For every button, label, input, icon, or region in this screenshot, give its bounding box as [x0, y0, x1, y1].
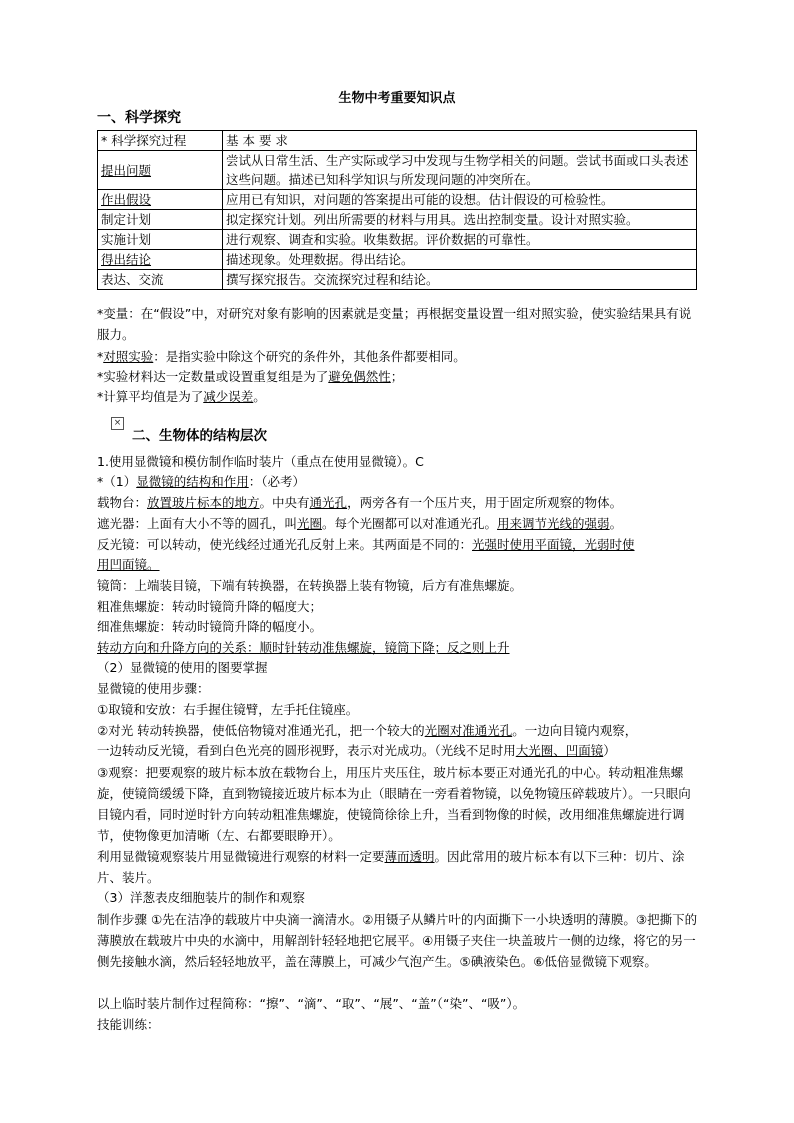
term-avoid-chance: 避免偶然性	[328, 369, 391, 384]
table-header-row	[98, 131, 697, 151]
mirror-description	[97, 535, 635, 554]
table-cell-step	[98, 190, 223, 210]
table-cell-requirement: 拟定探究计划。列出所需要的材料与用具。选出控制变量。设计对照实验。	[223, 210, 697, 230]
table-cell-step	[98, 250, 223, 270]
onion-slide-steps: 制作步骤 ①先在洁净的载玻片中央滴一滴清水。②用镊子从鳞片叶的内面撕下一小块透明的薄膜。③把撕下的薄膜放在载玻片中央的水滴中，用解剖针轻轻地把它展平。④用镊子夹住一块盖玻片一侧的边缘，将它的另一侧先接触水滴，然后轻轻地放平，盖在薄膜上，可减少气泡产生。⑤碘液染色。⑥低倍显微镜下观察。	[97, 912, 698, 969]
rotation-relation	[97, 638, 510, 657]
note-control-experiment: *对照实验：是指实验中除这个研究的条件外，其他条件都要相同。	[97, 349, 466, 364]
table-row	[98, 230, 697, 250]
term-underlined: 通光孔	[309, 495, 348, 510]
text-span: 。一边向目镜内观察，	[512, 723, 638, 738]
tube-description: 镜筒：上端装目镜，下端有转换器，在转换器上装有物镜，后方有准焦螺旋。	[97, 578, 523, 593]
term-underlined: 用凹面镜。	[97, 557, 160, 572]
text-span: ，两旁各有一个压片夹，用于固定所观察的物体。	[347, 495, 623, 510]
inquiry-table	[97, 130, 697, 290]
table-cell-requirement: 应用已有知识，对问题的答案提出可能的设想。估计假设的可检验性。	[223, 190, 697, 210]
step-observe: ③观察：把要观察的玻片标本放在载物台上，用压片夹压住，玻片标本要正对通光孔的中心。转动粗准焦螺旋，使镜筒缓缓下降，直到物镜接近玻片标本为止（眼睛在一旁看着物镜，以免物镜压碎载玻片）。一只眼向目镜内看，同时逆时针方向转动粗准焦螺旋，使镜筒徐徐上升，当看到物像的时候，改用细准焦螺旋进行调节，使物像更加清晰（左、右都要眼睁开）。	[97, 765, 691, 843]
table-cell-requirement: 撰写探究报告。交流探究过程和结论。	[223, 270, 697, 290]
text-span: *（1）	[97, 474, 137, 489]
table-cell-requirement: 尝试从日常生活、生产实际或学习中发现与生物学相关的问题。尝试书面或口头表述这些问题。描述已知科学知识与所发现问题的冲突所在。	[223, 151, 697, 190]
table-cell-requirement: 描述现象。处理数据。得出结论。	[223, 250, 697, 270]
mirror-description-cont	[97, 555, 160, 574]
text-span: ）	[603, 743, 616, 758]
table-cell-step: 制定计划	[98, 210, 223, 230]
step-light-adjust-cont	[97, 741, 616, 760]
microscope-structure-heading	[97, 472, 305, 491]
text-span: 。每个光圈都可以对准通光孔。	[322, 516, 498, 531]
note-text: ：是指实验中除这个研究的条件外，其他条件都要相同。	[153, 349, 466, 364]
text-span: 。中央有	[259, 495, 310, 510]
section-heading-structure: 二、生物体的结构层次	[132, 428, 267, 444]
text-span: 一边转动反光镜，看到白色光亮的圆形视野，表示对光成功。（光线不足时用	[97, 743, 516, 758]
onion-slide-heading: （3）洋葱表皮细胞装片的制作和观察	[97, 890, 305, 905]
table-cell-step: 实施计划	[98, 230, 223, 250]
note-text: *计算平均值是为了	[97, 389, 204, 404]
step-label: 提出问题	[101, 162, 152, 178]
note-text: *实验材料达一定数量或设置重复组是为了	[97, 369, 329, 384]
broken-image-icon: ×	[111, 417, 124, 430]
table-row	[98, 270, 697, 290]
text-span: 。	[609, 516, 623, 531]
table-row	[98, 151, 697, 190]
coarse-focus-description: 粗准焦螺旋：转动时镜筒升降的幅度大；	[97, 599, 323, 614]
fine-focus-description: 细准焦螺旋：转动时镜筒升降的幅度小。	[97, 619, 323, 634]
item-microscope-usage: 1.使用显微镜和模仿制作临时装片（重点在使用显微镜）。C	[97, 454, 424, 469]
note-text: 。	[253, 389, 266, 404]
usage-steps-heading: 显微镜的使用步骤：	[97, 681, 210, 696]
note-average	[97, 387, 266, 406]
note-variable: *变量：在“假设”中，对研究对象有影响的因素就是变量；再根据变量设置一组对照实验，使实验结果具有说服力。	[97, 306, 692, 342]
step-label: 作出假设	[101, 192, 152, 207]
term-underlined: 光圈对准通光孔	[424, 723, 513, 738]
term-underlined: 放置玻片标本的地方	[147, 495, 260, 510]
term-underlined: 大光圈、凹面镜	[515, 743, 604, 758]
note-repetition	[97, 367, 403, 386]
text-span: 反光镜：可以转动，使光线经过通光孔反射上来。其两面是不同的：	[97, 537, 473, 552]
table-cell-step: 表达、交流	[98, 270, 223, 290]
text-span: 遮光器：上面有大小不等的圆孔，叫	[97, 516, 298, 531]
usage-diagram-note: （2）显微镜的使用的图要掌握	[97, 660, 268, 675]
stage-description	[97, 493, 622, 512]
term-reduce-error: 减少误差	[203, 389, 254, 404]
slide-types	[97, 846, 700, 888]
table-header-cell: 基 本 要 求	[223, 131, 697, 151]
page-title: 生物中考重要知识点	[338, 91, 456, 106]
step-take-and-place: ①取镜和安放：右手握住镜臂，左手托住镜座。	[97, 702, 359, 717]
text-span: ②对光 转动转换器，使低倍物镜对准通光孔，把一个较大的	[97, 723, 425, 738]
table-cell-requirement: 进行观察、调查和实验。收集数据。评价数据的可靠性。	[223, 230, 697, 250]
text-span: ：（必考）	[248, 474, 305, 489]
table-row	[98, 210, 697, 230]
diaphragm-description	[97, 514, 622, 533]
skill-training: 技能训练：	[97, 1017, 160, 1032]
table-header-cell: * 科学探究过程	[98, 131, 223, 151]
text-span: 载物台：	[97, 495, 148, 510]
note-text: ；	[390, 369, 404, 384]
step-light-adjust	[97, 721, 637, 740]
text-span: 。因此常用的玻片标本有以下三种：切片、涂片、装片。	[97, 849, 685, 885]
table-cell-step	[98, 151, 223, 190]
section-heading-inquiry: 一、科学探究	[97, 110, 181, 126]
term-underlined: 薄而透明	[384, 849, 435, 864]
step-label: 得出结论	[101, 252, 152, 267]
term-control-experiment: 对照实验	[103, 349, 154, 364]
term-underlined: 光圈	[297, 516, 323, 531]
term-structure: 显微镜的结构和作用	[136, 474, 249, 489]
term-underlined: 用来调节光线的强弱	[497, 516, 610, 531]
text-span: 利用显微镜观察装片用显微镜进行观察的材料一定要	[97, 849, 385, 864]
table-row	[98, 190, 697, 210]
procedure-summary: 以上临时装片制作过程简称：“擦”、“滴”、“取”、“展”、“盖”（“染”、“吸”）。	[97, 996, 526, 1011]
table-row	[98, 250, 697, 270]
term-underlined: 转动方向和升降方向的关系：顺时针转动准焦螺旋，镜筒下降；反之则上升	[97, 640, 510, 655]
term-underlined: 光强时使用平面镜，光弱时使	[472, 537, 635, 552]
